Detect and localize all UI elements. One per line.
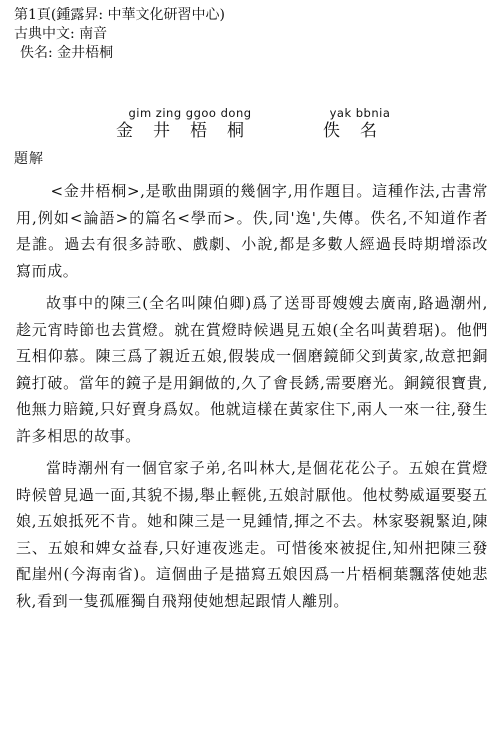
main-title-chinese: 金井梧桐 bbox=[116, 121, 264, 141]
author-romanization: yak bbnia bbox=[329, 106, 391, 120]
page-header bbox=[14, 6, 225, 63]
header-category-line: 古典中文: 南音 bbox=[14, 26, 108, 42]
paragraph-story-chen-san: 故事中的陳三(全名叫陳伯卿)爲了送哥哥嫂嫂去廣南,路過潮州,趁元宵時節也去賞燈。就在賞燈時候遇見五娘(全名叫黃碧琚)。他們互相仰慕。陳三爲了親近五娘,假裝成一個磨鏡師父到黃家,故意把銅鏡打破。當年的鏡子是用銅做的,久了會長銹,需要磨光。銅鏡很寶貴,他無力賠鏡,只好賣身爲奴。他就這樣在黃家住下,兩人一來一往,發生許多相思的故事。 bbox=[16, 294, 488, 445]
section-label-commentary: 題解 bbox=[14, 151, 44, 167]
header-author-title-line: 佚名: 金井梧桐 bbox=[20, 45, 114, 61]
paragraph-title-explanation: <金井梧桐>,是歌曲開頭的幾個字,用作題目。這種作法,古書常用,例如<論語>的篇名<學而>。佚,同'逸',失傳。佚名,不知道作者是誰。過去有很多詩歌、戲劇、小說,都是多數人經過長時期增添改寫而成。 bbox=[16, 182, 488, 280]
main-title-romanization: gim zing ggoo dong bbox=[128, 106, 252, 120]
commentary-body bbox=[16, 178, 488, 620]
header-source-line: 第1頁(鍾露昇: 中華文化研習中心) bbox=[14, 7, 225, 23]
author-title bbox=[305, 107, 415, 142]
paragraph-story-lin-da: 當時潮州有一個官家子弟,名叫林大,是個花花公子。五娘在賞燈時候曾見過一面,其貌不揚,舉止輕佻,五娘討厭他。他杖勢威逼要娶五娘,五娘抵死不肯。她和陳三是一見鍾情,揮之不去。林家娶親緊迫,陳三、五娘和婢女益春,只好連夜逃走。可惜後來被捉住,知州把陳三發配崖州(今海南省)。這個曲子是描寫五娘因爲一片梧桐葉飄落使她悲秋,看到一隻孤雁獨自飛翔使她想起跟情人離別。 bbox=[16, 459, 488, 610]
main-title bbox=[100, 107, 280, 142]
title-block bbox=[0, 107, 500, 147]
author-chinese: 佚名 bbox=[323, 121, 397, 141]
